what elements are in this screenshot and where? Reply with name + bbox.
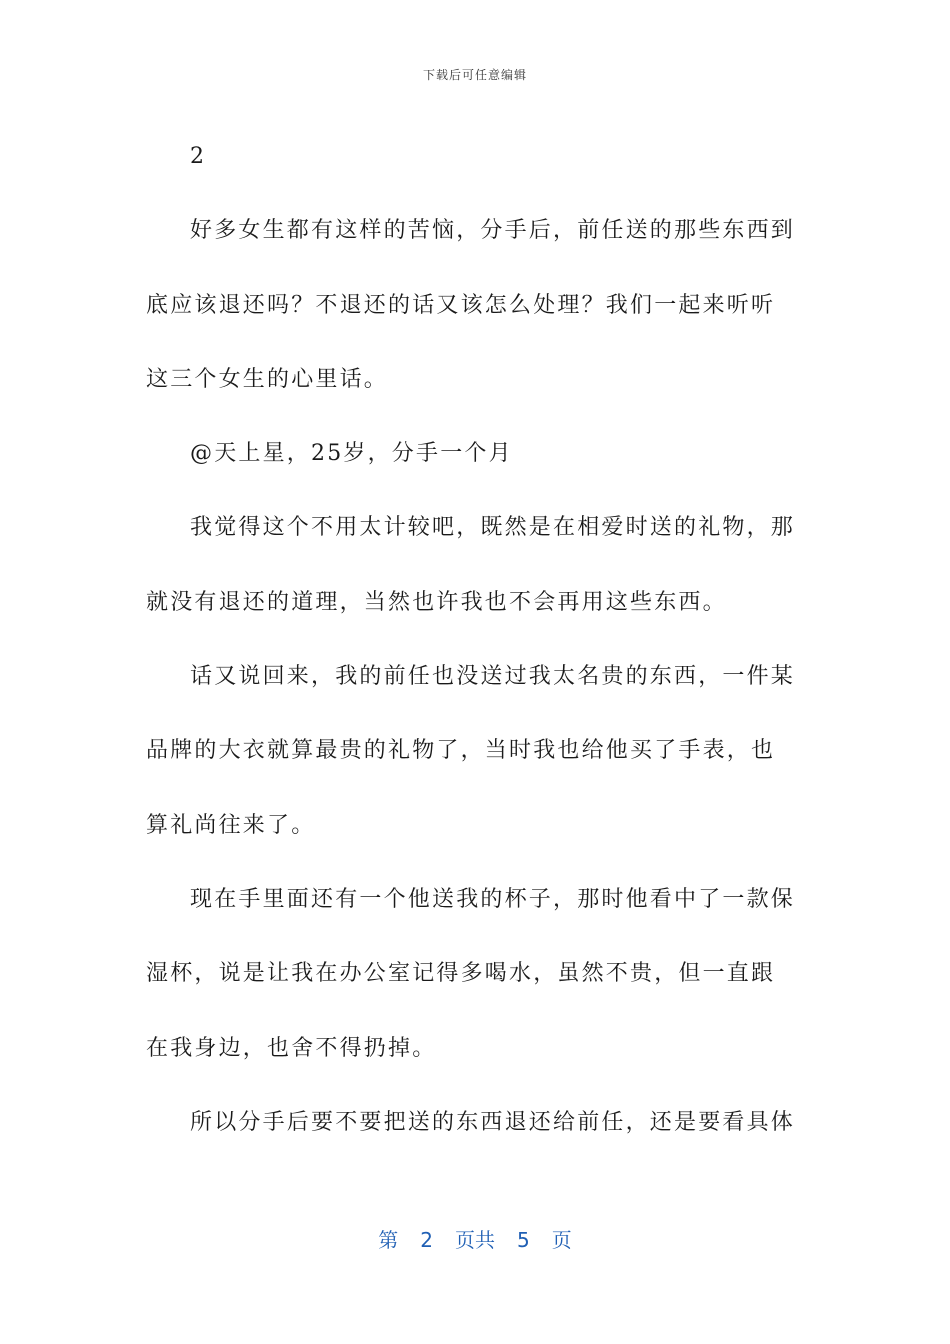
paragraph-cup: 现在手里面还有一个他送我的杯子，那时他看中了一款保湿杯，说是让我在办公室记得多喝水，虽然不贵，但一直跟在我身边，也舍不得扔掉。 [146, 886, 796, 1061]
section-number: 2 [190, 144, 207, 169]
document-body [146, 120, 796, 1160]
footer-prefix: 第 [378, 1228, 399, 1252]
footer-middle: 页共 [455, 1228, 495, 1252]
paragraph-intro: 好多女生都有这样的苦恼，分手后，前任送的那些东西到底应该退还吗？不退还的话又该怎么处理？我们一起来听听这三个女生的心里话。 [146, 218, 796, 392]
page-header-note: 下载后可任意编辑 [422, 68, 527, 82]
paragraph-speaker: @天上星，25岁，分手一个月 [190, 441, 513, 467]
footer-total-pages: 5 [517, 1228, 530, 1252]
footer-suffix: 页 [551, 1228, 572, 1252]
page-footer [0, 1224, 950, 1253]
paragraph-conclusion: 所以分手后要不要把送的东西退还给前任，还是要看具体 [190, 1109, 796, 1135]
footer-current-page: 2 [420, 1228, 433, 1252]
paragraph-gifts: 话又说回来，我的前任也没送过我太名贵的东西，一件某品牌的大衣就算最贵的礼物了，当时我也给他买了手表，也算礼尚往来了。 [146, 664, 796, 838]
paragraph-opinion: 我觉得这个不用太计较吧，既然是在相爱时送的礼物，那就没有退还的道理，当然也许我也不会再用这些东西。 [146, 515, 796, 615]
